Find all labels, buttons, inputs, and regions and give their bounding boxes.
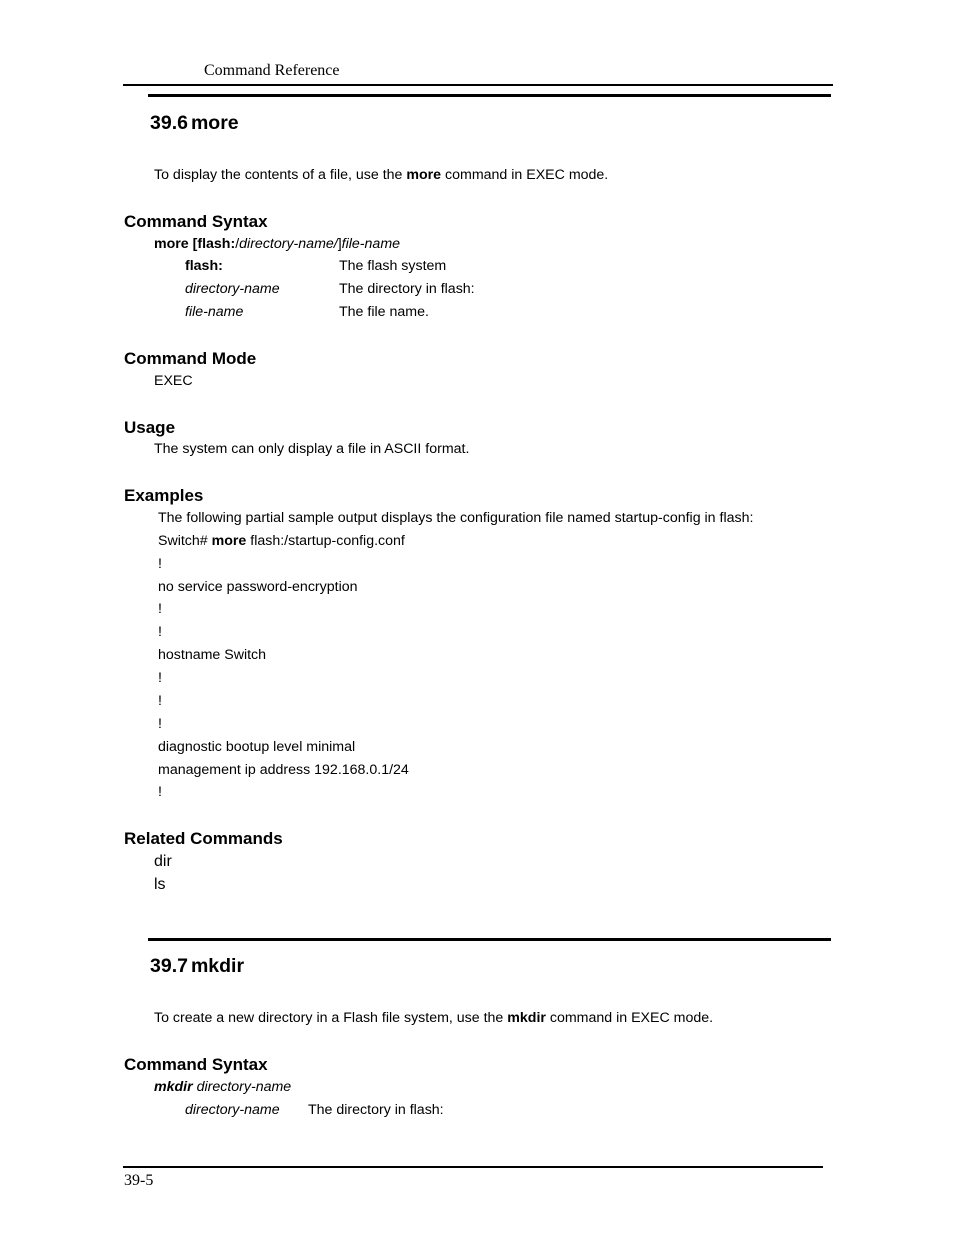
output-line: ! — [158, 624, 162, 640]
section-rule — [148, 94, 831, 97]
param-desc: The flash system — [339, 258, 447, 274]
output-line: ! — [158, 693, 162, 709]
section-heading — [150, 112, 239, 135]
examples-heading: Examples — [124, 486, 204, 505]
page-number: 39-5 — [124, 1172, 154, 1189]
example-command: Switch# more flash:/startup-config.conf — [158, 533, 405, 549]
section-number: 39.7 — [150, 955, 188, 977]
output-line: management ip address 192.168.0.1/24 — [158, 762, 409, 778]
output-line: ! — [158, 556, 162, 572]
section-title: mkdir — [190, 955, 245, 977]
param-desc: The directory in flash: — [308, 1102, 444, 1118]
related-command: dir — [154, 853, 172, 870]
command-syntax-heading: Command Syntax — [124, 1055, 268, 1074]
running-header: Command Reference — [204, 62, 340, 79]
param-name: directory-name — [185, 281, 280, 297]
section-rule — [148, 938, 831, 941]
param-desc: The directory in flash: — [339, 281, 475, 297]
command-mode-heading: Command Mode — [124, 349, 257, 368]
param-name: flash: — [185, 258, 223, 274]
section-heading — [150, 955, 244, 978]
output-line: ! — [158, 670, 162, 686]
syntax-line: mkdir directory-name — [154, 1079, 292, 1095]
param-name: file-name — [185, 304, 244, 320]
command-mode-value: EXEC — [154, 373, 193, 389]
usage-text: The system can only display a file in ASCII format. — [154, 441, 470, 457]
output-line: ! — [158, 601, 162, 617]
related-command: ls — [154, 876, 166, 893]
output-line: no service password-encryption — [158, 579, 358, 595]
usage-heading: Usage — [124, 418, 176, 437]
param-desc: The file name. — [339, 304, 429, 320]
footer-rule — [123, 1166, 823, 1168]
output-line: diagnostic bootup level minimal — [158, 739, 356, 755]
output-line: hostname Switch — [158, 647, 267, 663]
section-intro: To display the contents of a file, use the more command in EXEC mode. — [154, 167, 609, 183]
example-intro: The following partial sample output displays the configuration file named startup-config in flash: — [158, 510, 754, 526]
section-title: more — [190, 112, 239, 134]
related-commands-heading: Related Commands — [124, 829, 283, 848]
command-syntax-heading: Command Syntax — [124, 212, 268, 231]
header-rule — [123, 84, 833, 86]
param-name: directory-name — [185, 1102, 280, 1118]
output-line: ! — [158, 784, 162, 800]
syntax-line: more [flash:/directory-name/]file-name — [154, 236, 401, 252]
output-line: ! — [158, 716, 162, 732]
section-intro: To create a new directory in a Flash file system, use the mkdir command in EXEC mode. — [154, 1010, 714, 1026]
section-number: 39.6 — [150, 112, 188, 134]
